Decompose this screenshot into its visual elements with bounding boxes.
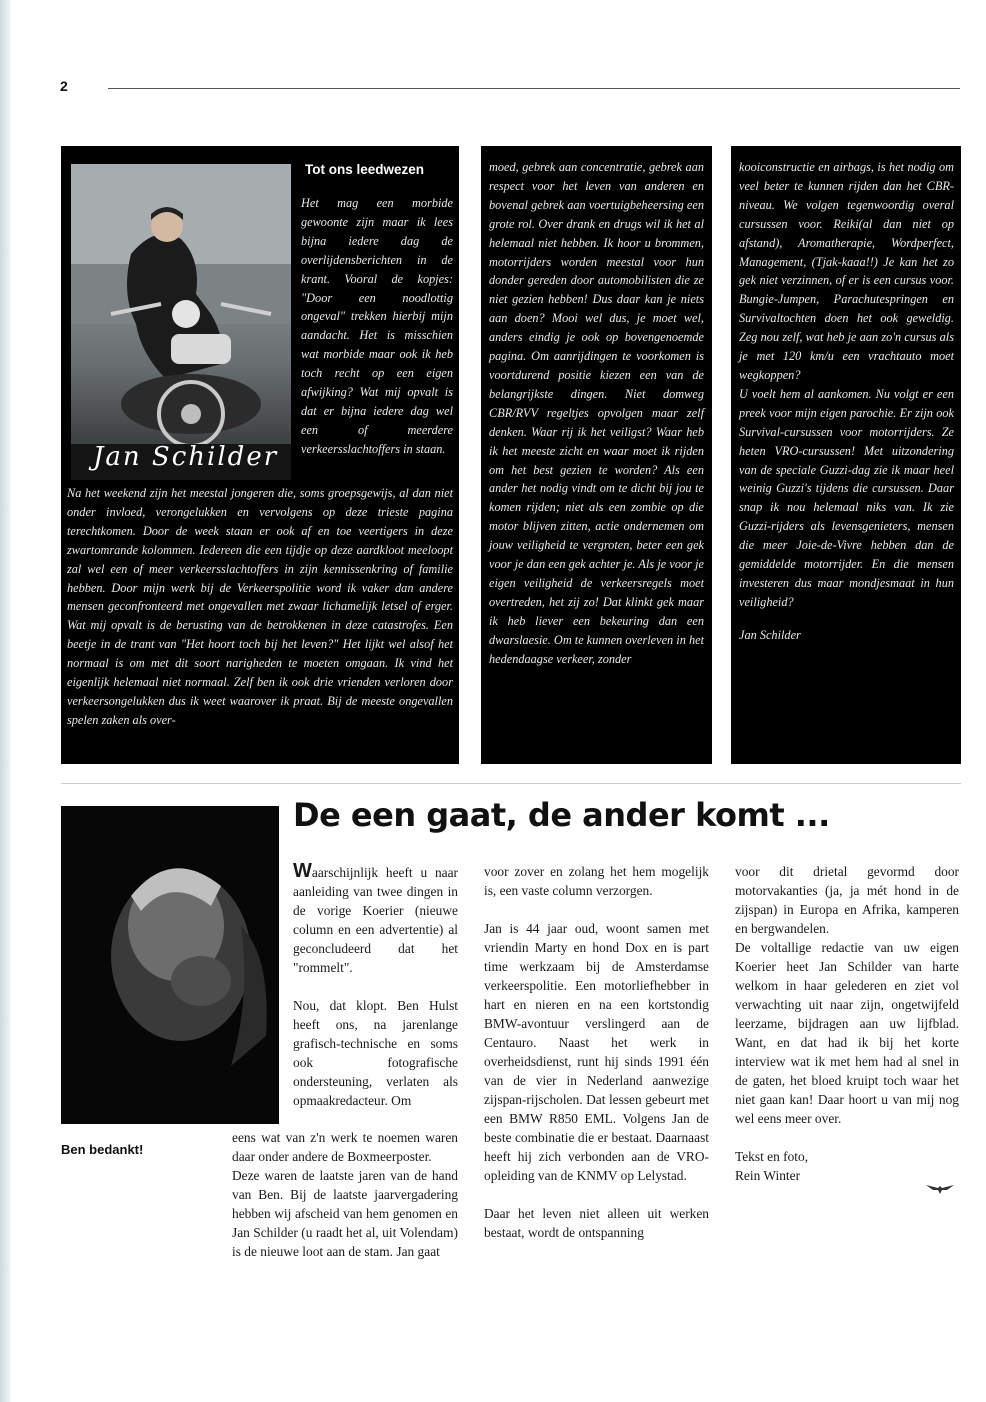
column-signature: Jan Schilder — [739, 627, 801, 642]
article-paragraph: eens wat van z'n werk te noemen waren daar onder andere de Boxmeerposter. — [232, 1130, 458, 1164]
article-paragraph — [293, 862, 458, 977]
column-title: Tot ons leedwezen — [305, 162, 425, 177]
column-paragraph: Na het weekend zijn het meestal jongeren die, soms groepsgewijs, al dan niet onder invloed, verongelukken en vervolgens op deze trieste pagina terechtkomen. Door de week staan er ook af en toe veertigers in deze zwartomrande kolommen. Iedereen die een tijdje op deze aardkloot meeloopt zal wel een of meer verkeersslachtoffers in zijn kennissenkring of familie hebben. Door mijn werk bij de Verkeerspolitie word ik vaker dan andere mensen geconfronteerd met ongevallen met zwaar lichamelijk letsel of erger. Wat mij opvalt is de berusting van de betrokkenen in deze catastrofes. Een beetje in de trant van "Het hoort toch bij het leven?" Het lijkt wel alsof het normaal is om met dit soort narigheden te moeten omgaan. Ik vind het eigenlijk helemaal niet normaal. Zelf ben ik ook drie vrienden verloren door verkeersongelukken dus ik weet waarover ik praat. Bij de meeste ongevallen spelen zaken als over- — [67, 486, 453, 727]
article-column-3 — [735, 862, 959, 1185]
article-title: De een gaat, de ander komt ... — [293, 796, 830, 834]
credit-author: Rein Winter — [735, 1168, 801, 1183]
article-paragraph: voor zover en zolang het hem mogelijk is, een vaste column verzorgen. — [484, 864, 709, 898]
article-paragraph: voor dit drietal gevormd door motorvakanties (ja, ja mét hond in de zijspan) in Europa en Afrika, kamperen en bergwandelen. — [735, 864, 959, 936]
photo-caption-jan: Jan Schilder — [93, 442, 279, 472]
eagle-emblem-icon — [925, 1182, 955, 1196]
dropcap: W — [293, 860, 312, 882]
portrait-illustration — [61, 806, 279, 1124]
page-number: 2 — [60, 78, 68, 94]
column-paragraph: Het mag een morbide gewoonte zijn maar ik lees bijna iedere dag de overlijdensberichten in de krant. Vooral de kopjes: "Door een noodlottig ongeval" trekken hierbij mijn aandacht. Het is misschien wat morbide maar ook ik heb toch recht op een eigen afwijking? Wat mij opvalt is dat er bijna iedere dag wel een of meerdere verkeersslachtoffers in staan. — [301, 196, 453, 456]
section-divider — [61, 783, 961, 784]
jan-schilder-photo — [71, 164, 291, 480]
column-text-narrow — [301, 194, 453, 459]
article-column-1-continued — [232, 1128, 458, 1261]
column-text-3 — [739, 158, 954, 645]
header-rule — [108, 88, 960, 89]
column-panel-3 — [731, 146, 961, 764]
article-paragraph: De voltallige redactie van uw eigen Koerier heet Jan Schilder van harte welkom in haar gelederen en ziet vol verwachting uit naar zijn, ongetwijfeld leerzame, bijdragen aan uw lijfblad. Want, en dat had ik bij het korte interview wat ik met hem had al snel in de gaten, het bloed kruipt toch waar het niet gaan kan! Daar hoort u van mij nog wel eens meer over. — [735, 940, 959, 1126]
motorcyclist-illustration — [71, 164, 291, 480]
page-edge-strip — [0, 0, 10, 1402]
column-paragraph: kooiconstructie en airbags, is het nodig om veel beter te kunnen rijden dan het CBR-niveau. We volgen tegenwoordig overal cursussen voor. Reiki(al dan niet op afstand), Aromatherapie, Wordperfect, Management, (Tjak-kaaa!!) Je kan het zo gek niet verzinnen, of er is een cursus voor. Bungie-Jumpen, Parachutespringen en Survivaltochten doen het ook geweldig. Zeg nou zelf, wat heb je aan zo'n cursus als je met 120 km/u een vrachtauto moet wegkoppen? — [739, 160, 954, 382]
ben-hulst-photo — [61, 806, 279, 1124]
article-column-2 — [484, 862, 709, 1242]
column-paragraph: U voelt hem al aankomen. Nu volgt er een preek voor mijn eigen parochie. Er zijn ook Survival-cursussen voor motorrijders. Ze heten VRO-cursussen! Met uitzondering van de speciale Guzzi-dag zie ik maar heel weinig Guzzi's tijdens die cursussen. Daar snap ik nou helemaal niks van. Ik zie Guzzi-rijders als levensgenieters, mensen die meer Joie-de-Vivre hebben dan de gemiddelde motorrijder. En die mensen investeren dus maar mondjesmaat in hun veiligheid? — [739, 386, 954, 609]
credit-line: Tekst en foto, — [735, 1149, 809, 1164]
column-panel-1 — [61, 146, 459, 764]
article-paragraph: Daar het leven niet alleen uit werken bestaat, wordt de ontspanning — [484, 1206, 709, 1240]
article-text: aarschijnlijk heeft u naar aanleiding van twee dingen in de vorige Koerier (nieuwe column en een advertentie) al geconcludeerd dat het "rommelt". — [293, 865, 458, 975]
article-column-1 — [293, 862, 458, 1110]
column-text-wide — [67, 484, 453, 730]
column-panel-2 — [481, 146, 712, 764]
column-paragraph: moed, gebrek aan concentratie, gebrek aan respect voor het leven van anderen en bovenal gebrek aan voertuigbeheersing een grote rol. Over drank en drugs wil ik het al helemaal niet hebben. Ik hoor u brommen, motorrijders worden meestal voor hun donder gereden door automobilisten die ze niet gezien hebben! Dus daar kan je niets aan doen? Mooi wel dus, je moet wel, anders eindig je ook op bovengenoemde pagina. Om aanrijdingen te voorkomen is voortdurend positie kiezen een van de belangrijkste dingen. Niet domweg CBR/RVV regeltjes opvolgen maar zelf denken. Waar rij ik het veiligst? Waar heb ik het meeste zicht en waar moet ik rijden om het best gezien te worden? Als een ander het nodig vindt om te dicht bij jou te komen rijden; niet als een zombie op die motor blijven zitten, actie ondernemen om jouw veiligheid te vergroten, beter een gek voor je dan een gek achter je. Als je voor je eigen veiligheid de verkeersregels moet overtreden, het zij zo! Dat klinkt gek maar ik heb liever een bekeuring dan een dwarslaesie. Om te kunnen overleven in het hedendaagse verkeer, zonder — [489, 160, 704, 666]
article-paragraph: Jan is 44 jaar oud, woont samen met vriendin Marty en hond Dox en is part time werkzaam bij de Amsterdamse verkeerspolitie. Een motorliefhebber in hart en nieren en na een kortstondig BMW-avontuur verslingerd aan de Centauro. Naast het werk in overheidsdienst, runt hij sinds 1991 één van de vier in Nederland aanwezige zijspan-rijscholen. Dat lessen gebeurt met een BMW R850 EML. Volgens Jan de beste combinatie die er bestaat. Daarnaast heeft hij zich verbonden aan de VRO-opleiding van de KNMV op Lelystad. — [484, 921, 709, 1183]
photo-caption-ben: Ben bedankt! — [61, 1142, 144, 1157]
article-paragraph: Deze waren de laatste jaren van de hand van Ben. Bij de laatste jaarvergadering hebben wij afscheid van hem genomen en Jan Schilder (u raadt het al, uit Volendam) is de nieuwe loot aan de stam. Jan gaat — [232, 1168, 458, 1259]
article-paragraph: Nou, dat klopt. Ben Hulst heeft ons, na jarenlange grafisch-technische en soms ook fotografische ondersteuning, verlaten als opmaakredacteur. Om — [293, 998, 458, 1108]
column-text-2 — [489, 158, 704, 668]
